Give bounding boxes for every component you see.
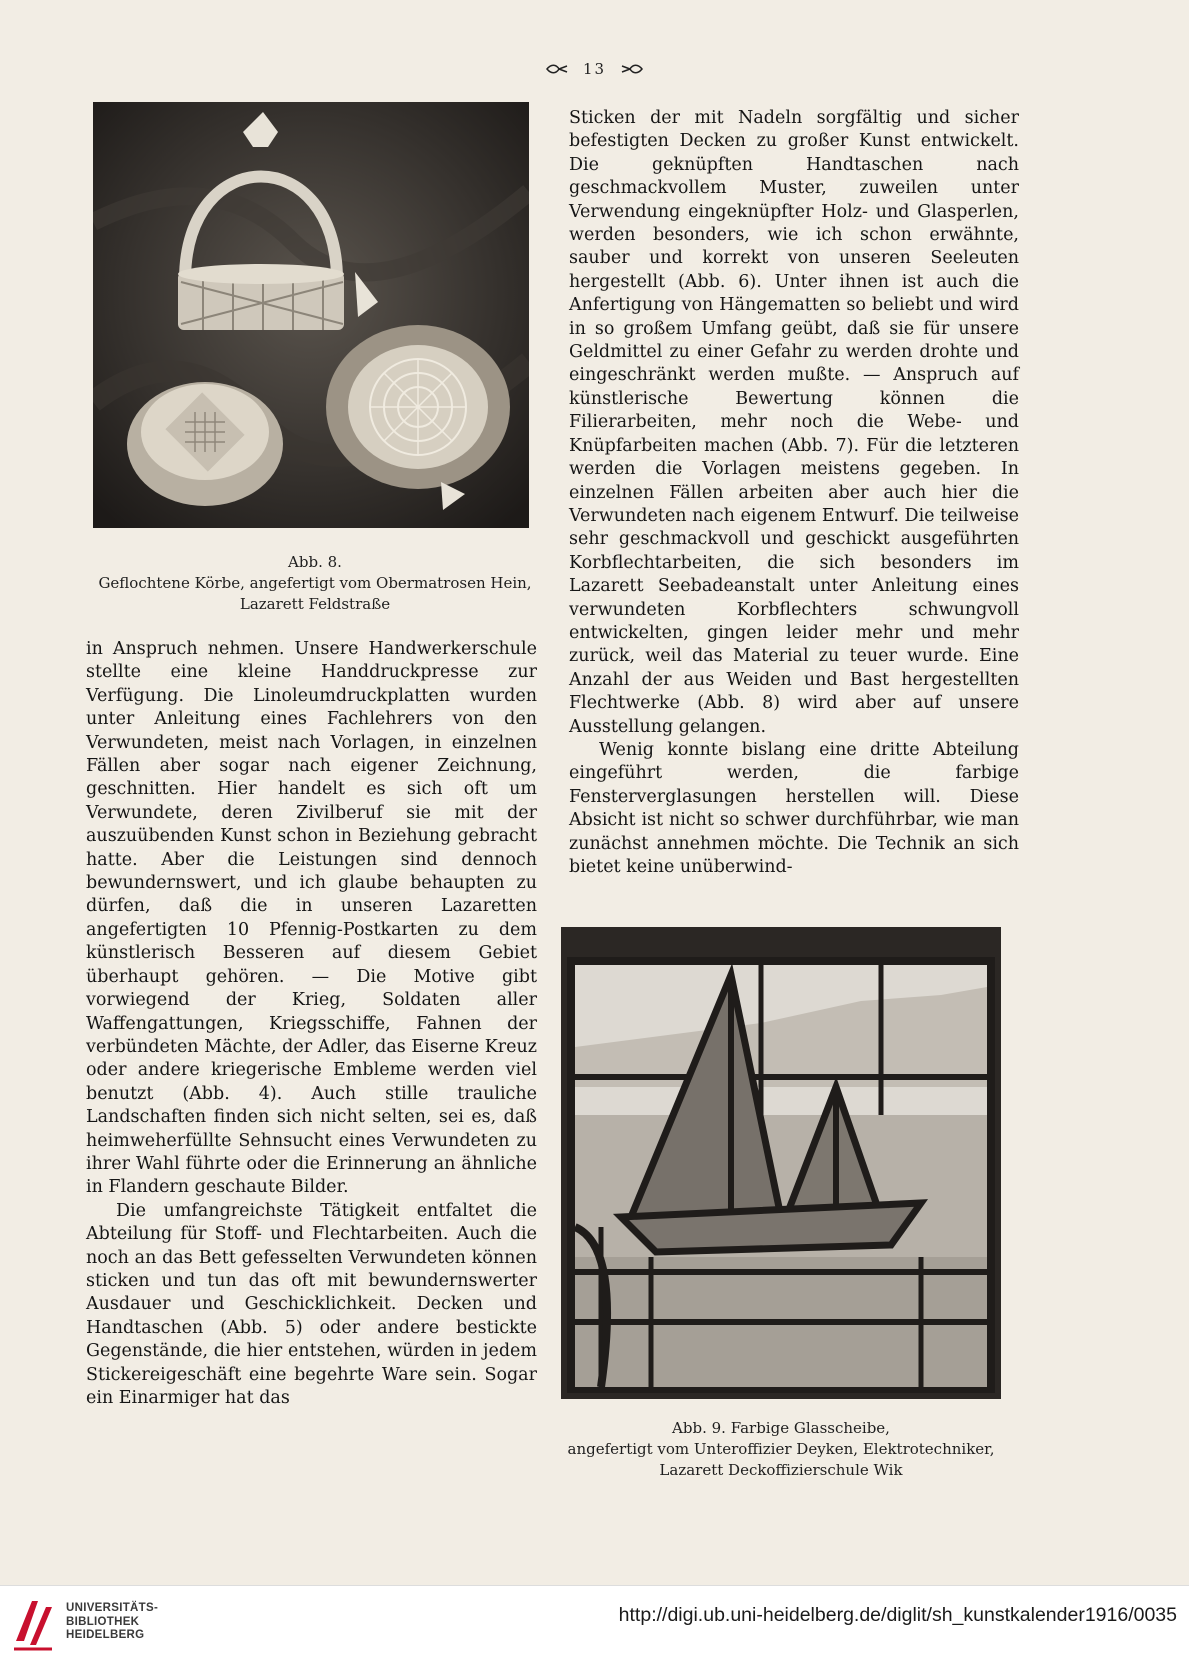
left-paragraph-2: Die umfangreichste Tätigkeit entfaltet die Abteilung für Stoff- und Flechtarbeiten. Auch die noch an das Bett gefesselten Verwundeten können sticken und tun das oft mit bewundernswerter Ausdauer und Geschicklichkeit. Decken und Handtaschen (Abb. 5) oder andere bestickte Gegenstände, die hier entstehen, würden in jedem Stickereigeschäft eine begehrte Ware sein. Sogar ein Einarmiger hat das [86,1200,537,1408]
right-paragraph-2: Wenig konnte bislang eine dritte Abteilung eingeführt werden, die farbige Fensterverglasungen herstellen will. Diese Absicht ist nicht so schwer durchführbar, wie man zunächst annehmen möchte. Die Technik an sich bietet keine unüberwind- [569,739,1019,877]
photo-woven-baskets [93,102,529,528]
library-line1: UNIVERSITÄTS- [66,1602,159,1614]
figure-9-caption-line3: Lazarett Deckoffizierschule Wik [659,1461,903,1479]
figure-8-label: Abb. 8. [288,553,342,571]
ub-heidelberg-logo-icon [12,1593,56,1655]
footer-bar [0,1585,1189,1670]
figure-9-title: Farbige Glasscheibe, [730,1419,890,1437]
figure-9-caption-line1 [541,1418,1021,1439]
figure-9-caption [541,1418,1021,1481]
left-text-column [86,638,537,1410]
figure-9-label: Abb. 9. [672,1419,726,1437]
left-paragraph-1: in Anspruch nehmen. Unsere Handwerkerschule stellte eine kleine Handdruckpresse zur Verfügung. Die Linoleumdruckplatten wurden unter Anleitung eines Fachlehrers von den Verwundeten, meist nach Vorlagen, in einzelnen Fällen aber sogar nach eigener Zeichnung, geschnitten. Hier handelt es sich oft um Verwundete, deren Zivilberuf sie mit der auszuübenden Kunst schon in Beziehung gebracht hatte. Aber die Leistungen sind dennoch bewundernswert, und ich glaube behaupten zu dürfen, daß die in unseren Lazaretten angefertigten 10 Pfennig-Postkarten zu dem künstlerisch Besseren auf diesem Gebiet überhaupt gehören. — Die Motive gibt vorwiegend der Krieg, Soldaten aller Waffengattungen, Kriegsschiffe, Fahnen der verbündeten Mächte, der Adler, das Eiserne Kreuz oder andere kriegerische Embleme werden viel benutzt (Abb. 4). Auch stille trauliche Landschaften finden sich nicht selten, sei es, daß heimweherfüllte Sehnsucht eines Verwundeten zu ihrer Wahl führte oder die Erinnerung an ähnliche in Flandern geschaute Bilder. [86,639,537,1198]
library-line2: BIBLIOTHEK [66,1615,140,1628]
figure-8-caption [80,552,550,615]
photo-stained-glass-sailboat [561,927,1001,1399]
right-paragraph-1: Sticken der mit Nadeln sorgfältig und sicher befestigten Decken zu großer Kunst entwickelt. Die geknüpften Handtaschen nach geschmackvollem Muster, zuweilen unter Verwendung eingeknüpfter Holz- und Glasperlen, werden besonders, wie ich schon erwähnte, sauber und korrekt von unseren Seeleuten hergestellt (Abb. 6). Unter ihnen ist auch die Anfertigung von Hängematten so beliebt und wird in so großem Umfang geübt, daß sie für unsere Geldmittel zu einer Gefahr zu werden drohte und eingeschränkt werden mußte. — Anspruch auf künstlerische Bewertung können die Filierarbeiten, mehr noch die Webe- und Knüpfarbeiten machen (Abb. 7). Für die letzteren werden die Vorlagen meistens gegeben. In einzelnen Fällen arbeiten aber auch hier die Verwundeten nach eigenem Entwurf. Die teilweise sehr geschmackvoll und geschickt ausgeführten Korbflechtarbeiten, die sich besonders im Lazarett Seebadeanstalt unter Anleitung eines verwundeten Korbflechters schwungvoll entwickelten, gingen leider mehr und mehr zurück, weil das Material zu teuer wurde. Eine Anzahl der aus Weiden und Bast hergestellten Flechtwerke (Abb. 8) wird aber auf unsere Ausstellung gelangen. [569,108,1019,737]
library-line3: HEIDELBERG [66,1629,145,1641]
page-number-header [0,60,1189,78]
right-text-column [569,107,1019,879]
figure-9-caption-line2: angefertigt vom Unteroffizier Deyken, Elektrotechniker, [567,1440,995,1458]
page-number: 13 [582,60,607,78]
ornament-left-icon [546,62,568,78]
figure-8-caption-line1: Geflochtene Körbe, angefertigt vom Obermatrosen Hein, [98,574,532,592]
source-url-link[interactable]: http://digi.ub.uni-heidelberg.de/diglit/sh_kunstkalender1916/0035 [618,1604,1177,1626]
ornament-right-icon [621,62,643,78]
library-name [66,1602,158,1643]
figure-8-caption-line2: Lazarett Feldstraße [239,595,391,613]
